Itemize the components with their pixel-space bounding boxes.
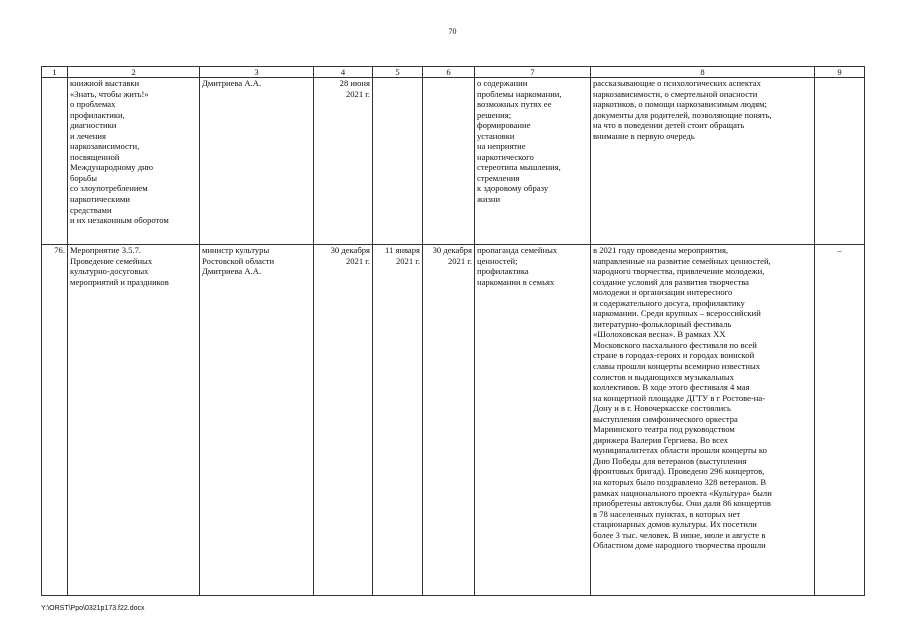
row-number-cell <box>42 78 68 245</box>
row-number-cell: 76. <box>42 245 68 596</box>
column-header: 2 <box>68 67 200 78</box>
end-date-cell: 30 декабря 2021 г. <box>423 245 475 596</box>
document-file-path: Y:\ORST\Ppo\0321p173.f22.docx <box>41 605 145 612</box>
report-table <box>41 66 865 596</box>
end-date-cell <box>423 78 475 245</box>
column-header: 9 <box>815 67 865 78</box>
responsible-cell: министр культуры Ростовской области Дмитриева А.А. <box>200 245 314 596</box>
actual-result-cell: в 2021 году проведены мероприятия, направленные на развитие семейных ценностей, народного творчества, привлечение молодежи, создание условий для развития творчества молодежи и организации интересного и содержательного досуга, профилактику наркомании. Среди крупных – всероссийский литературно-фольклорный фестиваль «Шолоховская весна». В рамках XX Московского пасхального фестиваля по всей стране в городах-героях и городах воинской славы прошли концерты всемирно известных солистов и выдающихся музыкальных коллективов. В ходе этого фестиваля 4 мая на концертной площадке ДГТУ в г Ростове-на- Дону и в г. Новочеркасске состоялись выступления симфонического оркестра Мариинского театра под руководством дирижера Валерия Гергиева. Во всех муниципалитетах области прошли концерты ко Дню Победы для ветеранов (выступления фронтовых бригад). Проведено 296 концертов, на которых было поздравлено 328 ветеранов. В рамках национального проекта «Культура» были приобретены автоклубы. Они дали 86 концертов в 78 населенных пунктах, в которых нет стационарных домов культуры. Их посетили более 3 тыс. человек. В июне, июле и августе в Областном доме народного творчества прошли <box>591 245 815 596</box>
column-header: 1 <box>42 67 68 78</box>
column-header: 6 <box>423 67 475 78</box>
expected-result-cell: пропаганда семейных ценностей; профилактика наркомании в семьях <box>475 245 591 596</box>
expected-result-cell: о содержании проблемы наркомании, возможных путях ее решения; формирование установки на неприятие наркотического стереотипа мышления, стремления к здоровому образу жизни <box>475 78 591 245</box>
actual-result-cell: рассказывающие о психологических аспектах наркозависимости, о смертельной опасности наркотиков, о помощи наркозависимым людям; документы для родителей, позволяющие понять, на что в поведении детей стоит обращать внимание в первую очередь <box>591 78 815 245</box>
table-header-row <box>42 67 865 78</box>
column-header: 3 <box>200 67 314 78</box>
responsible-cell: Дмитриева А.А. <box>200 78 314 245</box>
column-header: 7 <box>475 67 591 78</box>
column-header: 4 <box>314 67 373 78</box>
start-date-cell: 11 января 2021 г. <box>373 245 423 596</box>
planned-date-cell: 28 июня 2021 г. <box>314 78 373 245</box>
column-header: 5 <box>373 67 423 78</box>
table-row <box>42 78 865 245</box>
column-header: 8 <box>591 67 815 78</box>
notes-cell: – <box>815 245 865 596</box>
start-date-cell <box>373 78 423 245</box>
table-row <box>42 245 865 596</box>
event-name-cell: Мероприятие 3.5.7. Проведение семейных культурно-досуговых мероприятий и праздников <box>68 245 200 596</box>
event-name-cell: книжной выставки «Знать, чтобы жить!» о проблемах профилактики, диагностики и лечения наркозависимости, посвященной Международному дню борьбы со злоупотреблением наркотическими средствами и их незаконным оборотом <box>68 78 200 245</box>
planned-date-cell: 30 декабря 2021 г. <box>314 245 373 596</box>
notes-cell <box>815 78 865 245</box>
page-number: 70 <box>448 27 457 36</box>
